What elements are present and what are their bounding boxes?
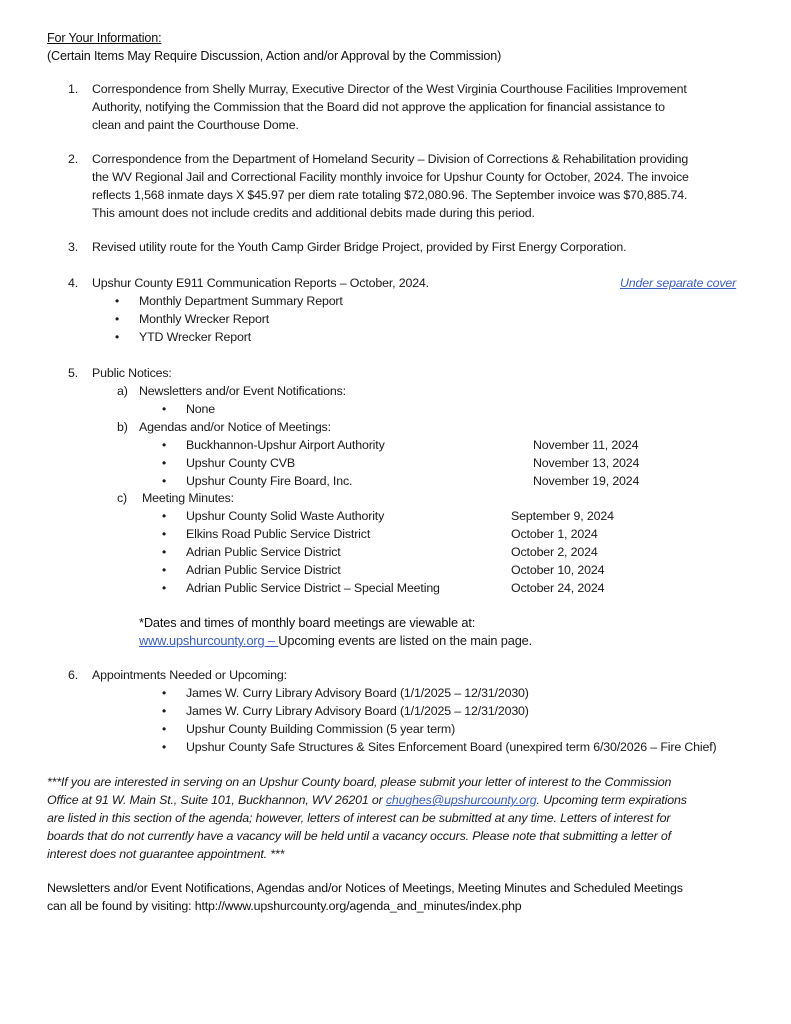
item-number: 1. [68, 82, 79, 96]
interest-note-line: are listed in this section of the agenda; however, letters of interest can be submitted at any time. Letters of interest for [47, 811, 671, 825]
meeting-date: November 11, 2024 [533, 438, 639, 452]
meeting-name: Upshur County Fire Board, Inc. [186, 474, 353, 488]
meeting-date: November 13, 2024 [533, 456, 640, 470]
bullet-icon: • [162, 563, 167, 577]
page-subheading: (Certain Items May Require Discussion, Action and/or Approval by the Commission) [47, 49, 502, 63]
bullet-icon: • [162, 740, 167, 754]
item-title: Upshur County E911 Communication Reports – October, 2024. [92, 276, 429, 290]
section-letter: a) [117, 384, 128, 398]
section-title: Agendas and/or Notice of Meetings: [139, 420, 331, 434]
minutes-date: October 2, 2024 [511, 545, 598, 559]
bullet-icon: • [115, 294, 120, 308]
bullet-icon: • [115, 330, 120, 344]
under-separate-cover-link[interactable]: Under separate cover [620, 276, 737, 290]
bullet-icon: • [162, 527, 167, 541]
minutes-name: Adrian Public Service District – Special Meeting [186, 581, 440, 595]
interest-note-line: boards that do not currently have a vacancy will be held until a vacancy occurs. Please note that submitting a letter of [47, 829, 671, 843]
section-letter: b) [117, 420, 128, 434]
item-number: 3. [68, 240, 79, 254]
interest-note-line: interest does not guarantee appointment. *** [47, 847, 285, 861]
bullet-icon: • [162, 509, 167, 523]
interest-note-line [47, 793, 687, 807]
minutes-date: October 10, 2024 [511, 563, 605, 577]
bullet-icon: • [162, 704, 167, 718]
bullet-icon: • [162, 722, 167, 736]
interest-note-text: Office at 91 W. Main St., Suite 101, Buckhannon, WV 26201 or [47, 793, 386, 807]
item-text-line: clean and paint the Courthouse Dome. [92, 118, 299, 132]
bullet-icon: • [115, 312, 120, 326]
bullet-icon: • [162, 581, 167, 595]
minutes-date: October 24, 2024 [511, 581, 605, 595]
meetings-note: *Dates and times of monthly board meetings are viewable at: [139, 615, 476, 630]
interest-note-text: . Upcoming term expirations [536, 793, 687, 807]
item-text-line: This amount does not include credits and additional debits made during this period. [92, 206, 535, 220]
list-item: Monthly Wrecker Report [139, 312, 270, 326]
item-title: Appointments Needed or Upcoming: [92, 668, 287, 682]
item-text-line: the WV Regional Jail and Correctional Facility monthly invoice for Upshur County for October, 2024. The invoice [92, 170, 689, 184]
item-text-line: Correspondence from Shelly Murray, Executive Director of the West Virginia Courthouse Facilities Improvement [92, 82, 687, 96]
minutes-date: October 1, 2024 [511, 527, 598, 541]
section-title: Meeting Minutes: [142, 491, 234, 505]
minutes-name: Upshur County Solid Waste Authority [186, 509, 385, 523]
section-letter: c) [117, 491, 128, 505]
upshurcounty-website-link[interactable]: www.upshurcounty.org – [139, 633, 279, 648]
bullet-icon: • [162, 686, 167, 700]
bullet-icon: • [162, 402, 167, 416]
item-number: 4. [68, 276, 79, 290]
footer-line: Newsletters and/or Event Notifications, Agendas and/or Notices of Meetings, Meeting Minutes and Scheduled Meetings [47, 881, 683, 895]
minutes-name: Elkins Road Public Service District [186, 527, 371, 541]
list-item: YTD Wrecker Report [139, 330, 252, 344]
meeting-date: November 19, 2024 [533, 474, 640, 488]
appointment-item: Upshur County Building Commission (5 year term) [186, 722, 456, 736]
page-heading: For Your Information: [47, 31, 162, 45]
item-title: Public Notices: [92, 366, 172, 380]
list-item: Monthly Department Summary Report [139, 294, 343, 308]
item-text-line: Correspondence from the Department of Homeland Security – Division of Corrections & Rehabilitation providing [92, 152, 689, 166]
bullet-icon: • [162, 438, 167, 452]
footer-line: can all be found by visiting: http://www.upshurcounty.org/agenda_and_minutes/index.php [47, 899, 522, 913]
meeting-name: Upshur County CVB [186, 456, 296, 470]
appointment-item: James W. Curry Library Advisory Board (1/1/2025 – 12/31/2030) [186, 704, 529, 718]
item-number: 5. [68, 366, 79, 380]
item-text-line: Authority, notifying the Commission that the Board did not approve the application for financial assistance to [92, 100, 665, 114]
minutes-date: September 9, 2024 [511, 509, 614, 523]
appointment-item: Upshur County Safe Structures & Sites Enforcement Board (unexpired term 6/30/2026 – Fire Chief) [186, 740, 717, 754]
list-item: None [186, 402, 216, 416]
meeting-name: Buckhannon-Upshur Airport Authority [186, 438, 385, 452]
bullet-icon: • [162, 474, 167, 488]
appointment-item: James W. Curry Library Advisory Board (1/1/2025 – 12/31/2030) [186, 686, 529, 700]
item-text-line: Revised utility route for the Youth Camp Girder Bridge Project, provided by First Energy Corporation. [92, 240, 627, 254]
item-number: 6. [68, 668, 79, 682]
meetings-note-line2 [139, 633, 532, 648]
minutes-name: Adrian Public Service District [186, 563, 341, 577]
minutes-name: Adrian Public Service District [186, 545, 341, 559]
bullet-icon: • [162, 545, 167, 559]
email-link[interactable]: chughes@upshurcounty.org [385, 793, 537, 807]
section-title: Newsletters and/or Event Notifications: [139, 384, 346, 398]
interest-note-line: ***If you are interested in serving on an Upshur County board, please submit your letter of interest to the Commission [47, 775, 672, 789]
item-text-line: reflects 1,568 inmate days X $45.97 per diem rate totaling $72,080.96. The September invoice was $70,885.74. [92, 188, 688, 202]
bullet-icon: • [162, 456, 167, 470]
item-number: 2. [68, 152, 79, 166]
meetings-note-text: Upcoming events are listed on the main page. [278, 633, 533, 648]
